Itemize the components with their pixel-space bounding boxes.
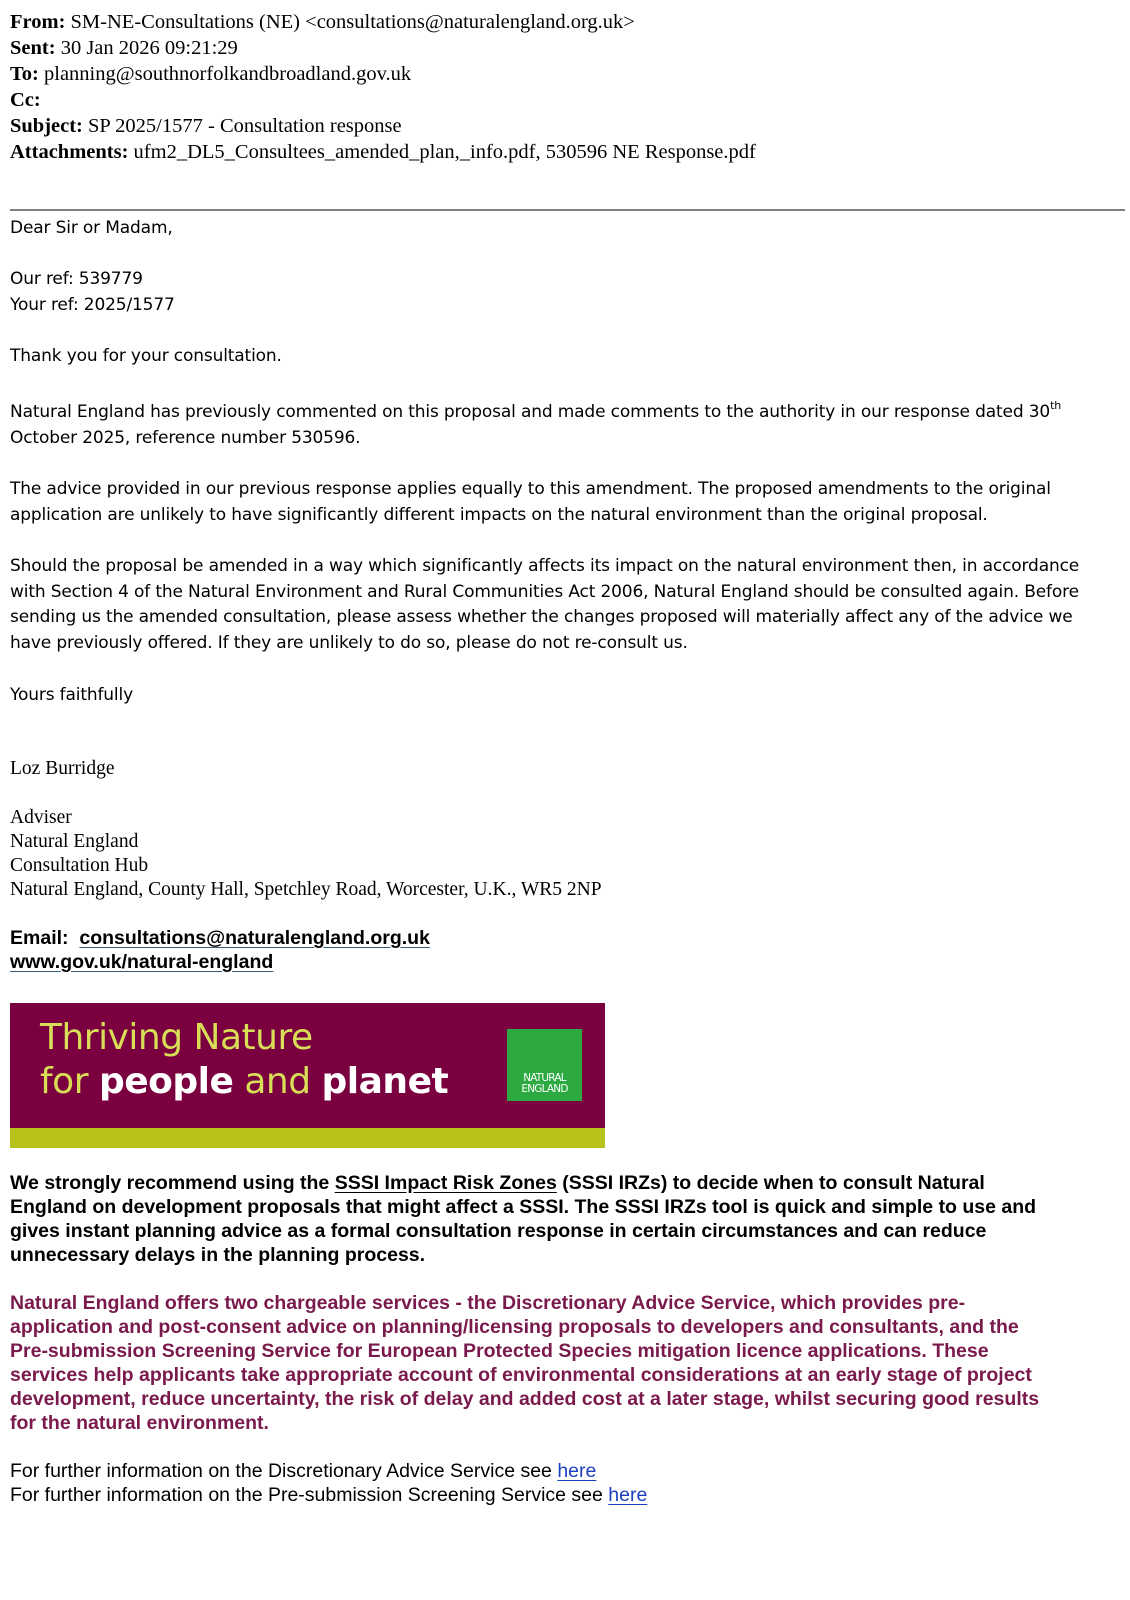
paragraph-advice-line2: application are unlikely to have significantly different impacts on the natural environment than the original proposal. [10, 504, 988, 525]
ordinal-suffix: th [1050, 399, 1062, 412]
sssi-line1b: (SSSI IRZs) to decide when to consult Natural [556, 1172, 985, 1194]
sssi-recommendation [10, 1171, 1125, 1267]
paragraph-reconsult-line4: have previously offered. If they are unlikely to do so, please do not re-consult us. [10, 632, 688, 653]
logo-text-england: ENGLAND [521, 1083, 568, 1095]
signatory-role: Adviser [10, 807, 72, 828]
further-info-pss-text: For further information on the Pre-submission Screening Service see [10, 1484, 609, 1506]
chargeable-services [10, 1291, 1125, 1435]
sssi-line1a: We strongly recommend using the [10, 1172, 335, 1194]
services-line5: development, reduce uncertainty, the risk of delay and added cost at a later stage, whilst securing good results [10, 1388, 1040, 1410]
banner-tagline-line1: Thriving Nature [40, 1017, 313, 1058]
cc-line [10, 87, 41, 113]
from-value: SM-NE-Consultations (NE) <consultations@naturalengland.org.uk> [70, 11, 635, 33]
das-here-link[interactable]: here [557, 1460, 597, 1482]
paragraph-advice-applies [10, 477, 1120, 528]
services-line3: Pre-submission Screening Service for European Protected Species mitigation licence applications. These [10, 1340, 989, 1362]
signatory-address: Natural England, County Hall, Spetchley Road, Worcester, U.K., WR5 2NP [10, 879, 602, 900]
to-value: planning@southnorfolkandbroadland.gov.uk [44, 63, 412, 85]
further-info-das [10, 1459, 596, 1483]
sssi-line4: unnecessary delays in the planning process. [10, 1244, 426, 1266]
paragraph-reconsult-line1: Should the proposal be amended in a way which significantly affects its impact on the natural environment then, in accordance [10, 556, 1080, 576]
paragraph-previous-comment-line1: Natural England has previously commented on this proposal and made comments to the authority in our response dated 30 [10, 402, 1051, 422]
thanks-line: Thank you for your consultation. [10, 346, 282, 366]
natural-england-logo [507, 1029, 582, 1101]
signatory-org: Natural England [10, 831, 139, 852]
from-line [10, 9, 635, 35]
banner-word-for: for [40, 1061, 99, 1102]
paragraph-previous-comment-line2: October 2025, reference number 530596. [10, 427, 361, 448]
attachments-value: ufm2_DL5_Consultees_amended_plan,_info.pdf, 530596 NE Response.pdf [133, 141, 756, 163]
header-divider [10, 209, 1125, 211]
signoff: Yours faithfully [10, 685, 133, 705]
sent-label: Sent: [10, 37, 56, 59]
sssi-line3: gives instant planning advice as a formal consultation response in certain circumstances and can reduce [10, 1220, 987, 1242]
subject-value: SP 2025/1577 - Consultation response [88, 115, 402, 137]
greeting: Dear Sir or Madam, [10, 218, 173, 238]
paragraph-reconsult [10, 554, 1120, 656]
services-line1: Natural England offers two chargeable services - the Discretionary Advice Service, which provides pre- [10, 1292, 966, 1314]
further-info-pss [10, 1483, 647, 1507]
paragraph-previous-comment [10, 400, 1120, 451]
sent-value: 30 Jan 2026 09:21:29 [60, 37, 238, 59]
email-label: Email: [10, 927, 69, 949]
cc-label: Cc: [10, 89, 41, 111]
your-ref: Your ref: 2025/1577 [10, 295, 175, 315]
banner-word-people: people [98, 1061, 234, 1102]
paragraph-advice-line1: The advice provided in our previous response applies equally to this amendment. The proposed amendments to the original [10, 479, 1051, 499]
paragraph-reconsult-line2: with Section 4 of the Natural Environment and Rural Communities Act 2006, Natural England should be consulted again. Before [10, 581, 1079, 602]
services-line4: services help applicants take appropriate account of environmental considerations at an early stage of project [10, 1364, 1032, 1386]
website-link[interactable]: www.gov.uk/natural-england [10, 951, 274, 973]
services-line2: application and post-consent advice on planning/licensing proposals to developers and consultants, and the [10, 1316, 1019, 1338]
to-label: To: [10, 63, 39, 85]
sent-line [10, 35, 238, 61]
signatory-team: Consultation Hub [10, 855, 149, 876]
email-line [10, 926, 430, 950]
sssi-line2: England on development proposals that might affect a SSSI. The SSSI IRZs tool is quick and simple to use and [10, 1196, 1037, 1218]
website-line [10, 950, 273, 974]
subject-line [10, 113, 402, 139]
banner-word-planet: planet [321, 1061, 449, 1102]
attachments-line [10, 139, 756, 165]
pss-here-link[interactable]: here [608, 1484, 648, 1506]
sssi-irz-link[interactable]: SSSI Impact Risk Zones [334, 1172, 557, 1194]
thriving-nature-banner [10, 1003, 605, 1148]
our-ref: Our ref: 539779 [10, 269, 143, 289]
further-info-das-text: For further information on the Discretionary Advice Service see [10, 1460, 558, 1482]
email-link[interactable]: consultations@naturalengland.org.uk [79, 927, 430, 949]
banner-green-strip [10, 1128, 605, 1148]
logo-text-natural: NATURAL [523, 1072, 566, 1084]
signatory-name: Loz Burridge [10, 758, 115, 779]
to-line [10, 61, 411, 87]
banner-tagline-line2 [40, 1061, 448, 1103]
banner-word-and: and [233, 1061, 322, 1102]
attachments-label: Attachments: [10, 141, 129, 163]
paragraph-reconsult-line3: sending us the amended consultation, please assess whether the changes proposed will materially affect any of the advice we [10, 607, 1073, 628]
from-label: From: [10, 11, 66, 33]
subject-label: Subject: [10, 115, 83, 137]
services-line6: for the natural environment. [10, 1412, 269, 1434]
